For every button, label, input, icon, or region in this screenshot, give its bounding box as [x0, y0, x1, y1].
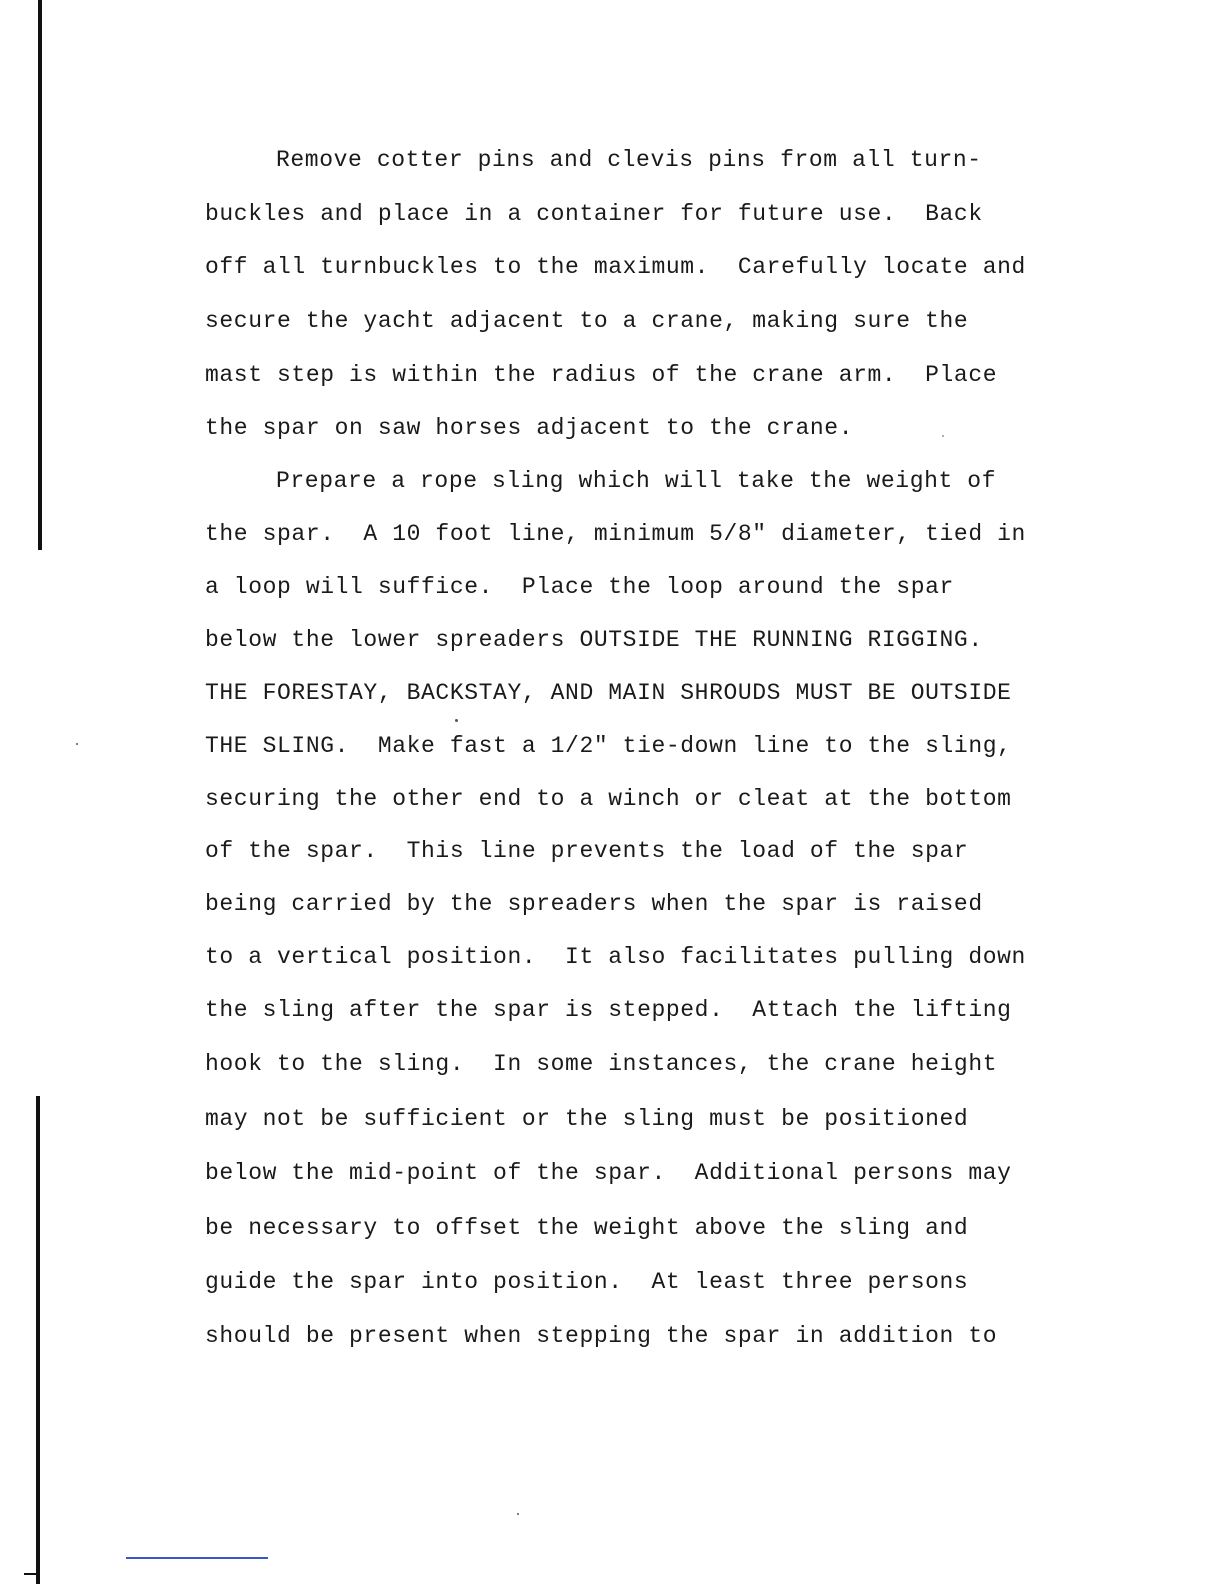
body-line-10: below the lower spreaders OUTSIDE THE RUNNING RIGGING. — [205, 627, 983, 653]
left-margin-bar-bottom — [36, 1096, 40, 1584]
body-line-17: the sling after the spar is stepped. Attach the lifting — [205, 997, 1012, 1023]
body-line-21: be necessary to offset the weight above the sling and — [205, 1215, 969, 1241]
body-line-20: below the mid-point of the spar. Additional persons may — [205, 1160, 1012, 1186]
body-line-4: secure the yacht adjacent to a crane, making sure the — [205, 308, 969, 334]
footnote-rule — [126, 1557, 268, 1559]
scan-speck — [455, 719, 458, 722]
body-line-18: hook to the sling. In some instances, the crane height — [205, 1051, 998, 1077]
body-line-23: should be present when stepping the spar in addition to — [205, 1323, 998, 1349]
body-line-6: the spar on saw horses adjacent to the crane. — [205, 415, 854, 441]
scan-speck — [942, 435, 944, 437]
body-line-15: being carried by the spreaders when the spar is raised — [205, 891, 983, 917]
left-margin-bar-top — [38, 0, 42, 550]
body-line-14: of the spar. This line prevents the load of the spar — [205, 838, 969, 864]
margin-tick-mark — [24, 1573, 38, 1575]
body-line-11: THE FORESTAY, BACKSTAY, AND MAIN SHROUDS MUST BE OUTSIDE — [205, 680, 1012, 706]
body-line-19: may not be sufficient or the sling must be positioned — [205, 1106, 969, 1132]
body-line-7: Prepare a rope sling which will take the weight of — [276, 468, 997, 494]
body-line-13: securing the other end to a winch or cleat at the bottom — [205, 786, 1012, 812]
scan-speck — [76, 743, 78, 745]
body-line-12: THE SLING. Make fast a 1/2" tie-down line to the sling, — [205, 733, 1012, 759]
body-line-3: off all turnbuckles to the maximum. Carefully locate and — [205, 254, 1026, 280]
scan-speck — [517, 1513, 519, 1515]
body-line-16: to a vertical position. It also facilitates pulling down — [205, 944, 1026, 970]
body-line-2: buckles and place in a container for future use. Back — [205, 201, 983, 227]
body-line-5: mast step is within the radius of the crane arm. Place — [205, 362, 998, 388]
body-line-8: the spar. A 10 foot line, minimum 5/8" diameter, tied in — [205, 521, 1026, 547]
body-line-22: guide the spar into position. At least three persons — [205, 1269, 969, 1295]
body-line-9: a loop will suffice. Place the loop around the spar — [205, 574, 954, 600]
body-line-1: Remove cotter pins and clevis pins from all turn- — [276, 147, 982, 173]
